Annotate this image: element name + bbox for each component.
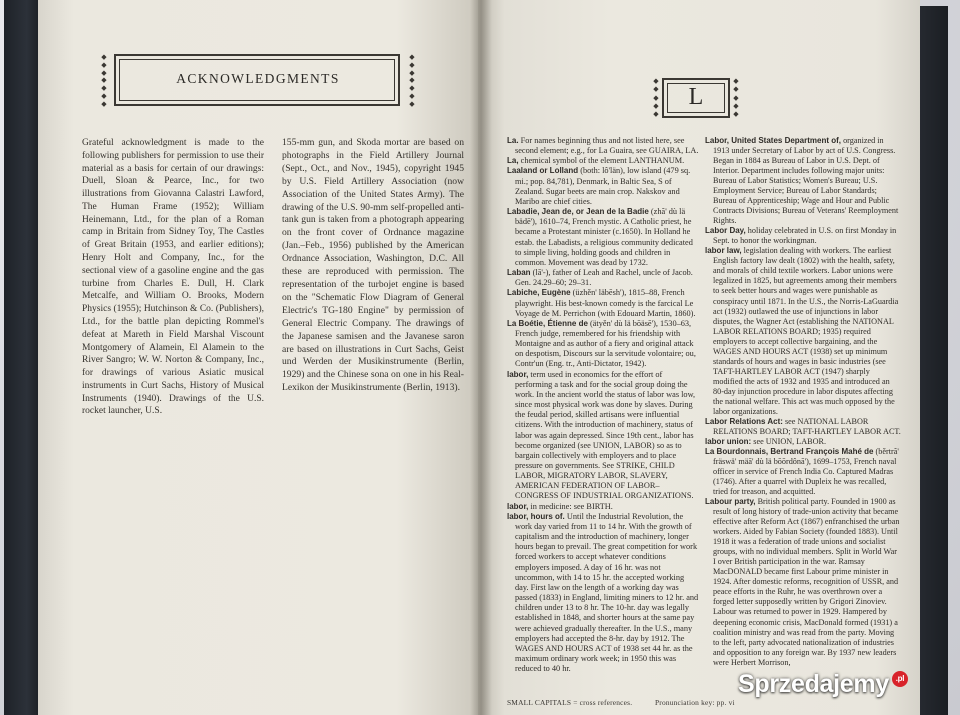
entry-text: (ätyěn' dù lä bōäsē'), 1530–63, French judge, remembered for his friendship with Montaigne and as author of a fiery and original attack on despotism, Discours sur la servitude volontaire; ou, Contr'un (Eng. tr., Anti-Dictator, 1942). [515,318,696,369]
book-cover-left [4,0,42,715]
acknowledgments-heading-box [96,52,420,110]
entry-headword: La. [507,136,519,145]
watermark-logo [738,665,908,703]
diamond-ornament-icon: ◆ ◆ ◆ ◆ ◆ ◆ ◆ [409,53,415,108]
acknowledgments-text: 155-mm gun, and Skoda mortar are based on photographs in the Field Artillery Journal (Sept., Oct., and Nov., 1945), copyright 1945 by U.S. Field Artillery Association (now Association of the United States Army). The drawing of the U.S. 90-mm self-propelled anti-tank gun is taken from a photograph appearing on the front cover of Ordnance magazine (Jan.–Feb., 1956) published by the American Ordnance Association, Washington, D.C. All these are reproduced with permission. The representation of the turbojet engine is based on the "Schematic Flow Diagram of General Electric's TG-180 Engine" by permission of General Electric Company. The drawings of the Japanese samisen and the Javanese saron are based on illustrations in Curt Sachs, Geist und Werden der Musikinstrumente (Berlin, 1929) and the Chinese sona on one in his Real-Lexikon der Musikinstrumente (Berlin, 1913). [282,137,464,394]
watermark-badge: .pl [892,671,908,687]
dictionary-entry [507,502,699,512]
entry-text: legislation dealing with workers. The earliest English factory law dealt (1802) with the health, safety, and morals of child textile workers. Labor unions were legalized in 1825, but agreements among their members to seek better hours and wages were punishable as conspiracy until 1871. In the U.S., the Norris-LaGuardia act (1932) outlawed the use of injunctions in labor disputes, the Wagner Act (establishing the NATIONAL LABOR RELATIONS BOARD; 1935) required employers to accept collective bargaining, and the WAGES AND HOURS ACT (1938) set up minimum standards of hours and wages in basic industries (see TAFT-HARTLEY LABOR ACT (1947) sharply modified the acts of 1932 and 1935 and introduced an 80-day injunction procedure in labor disputes affecting the national welfare. This act was much opposed by the labor organizations. [713,246,899,416]
dictionary-entry [507,156,699,166]
entry-text: (běrtrã' fräswä' mäā' dù lä bōōrdônā'), 1699–1753, French naval officer in service of French India Co. Captured Madras (1746). After a quarrel with Dupleix he was recalled, tried for treason, and acquitted. [713,446,899,497]
acknowledgments-column-1 [82,137,264,418]
section-letter: L [688,84,704,110]
entry-text: (zhã' dù lä bädē'), 1610–74, French mystic. A Catholic priest, he became a Protestant minister (c.1650). In Holland he estab. the Labadists, a religious community dedicated to simple living, holding goods and children in common. Movement was dead by 1732. [515,207,693,267]
dictionary-entry [507,207,699,268]
entry-headword: La, [507,156,519,166]
dictionary-entry [705,246,901,417]
entry-text: Until the Industrial Revolution, the work day varied from 11 to 14 hr. With the growth of capitalism and the introduction of machinery, longer hours began to prevail. The great competition for work forced workers to accept whatever conditions employers imposed. A day of 16 hr. was not uncommon, with 14 to 15 hr. the accepted working day. First law on the length of a working day was passed (1833) in England, limiting miners to 12 hr. and children under 13 to 8 hr. The 10-hr. day was legally established in 1848, and shorter hours at the same pay were achieved gradually thereafter. In the U.S., many employers had accepted the 8-hr. day by 1912. The WAGES AND HOURS ACT of 1938 set 44 hr. as the maximum ordinary work week; in 1950 this was reduced to 40 hr. [515,511,699,674]
entry-text: in medicine: see BIRTH. [530,501,613,511]
dictionary-entry [507,166,699,207]
dictionary-column-2 [705,136,901,668]
entry-headword: Labor Relations Act: [705,416,783,426]
section-letter-box [648,78,744,118]
dictionary-entry [507,512,699,675]
entry-headword: Laaland or Lolland [507,166,579,176]
dictionary-column-1 [507,136,699,674]
dictionary-entry [705,497,901,668]
diamond-ornament-icon: ◆ ◆ ◆ ◆ ◆ ◆ ◆ [101,53,107,108]
diamond-ornament-icon: ◆ ◆ ◆ ◆ ◆ [653,77,659,118]
dictionary-entry [507,268,699,288]
entry-text: holiday celebrated in U.S. on first Monday in Sept. to honor the workingman. [713,226,897,246]
entry-text: (both: lô'län), low island (479 sq. mi.; pop. 84,781), Denmark, in Baltic Sea, S of Zealand. Sugar beets are main crop. Nakskov and Maribo are chief cities. [515,166,691,206]
acknowledgments-text: Grateful acknowledgment is made to the following publishers for permission to use their material as a basis for certain of our drawings: Duell, Sloan & Pearce, Inc., for two illustrations from Giovanna Calastri Lawford, The Human Frame (1952); William Heinemann, Ltd., for the plan of a Roman camp in Britain from Sidney Toy, The Castles of Great Britain (1953, and earlier editions); Henry Holt and Company, Inc., for the sectional view of a gasoline engine and the gas turbine from Charles E. Dull, H. Clark Metcalfe, and William O. Brooks, Modern Physics (1955); Hutchinson & Co. (Publishers), Ltd., for the battle plan depicting Rommel's defeat at Mareth in Field Marshal Viscount Montgomery of Alamein, El Alamein to the River Sangro; W. W. Norton & Company, Inc., for drawings of various Asiatic musical instruments in Curt Sachs, History of Musical Instruments (1940). Drawings of the U.S. rocket launcher, U.S. [82,138,264,417]
dictionary-entry [705,417,901,437]
dictionary-entry [705,136,901,226]
entry-headword: Labadie, Jean de, or Jean de la Badie [507,207,649,217]
dictionary-entry [705,226,901,246]
dictionary-entry [705,437,901,447]
entry-text: term used in economics for the effort of performing a task and for the social group doing the work. In the ancient world the status of labor was low, since most physical work was done by slaves. During the feudal period, skilled artisans were influential citizens. With the introduction of machinery, status of labor was again depressed. Since 19th cent., labor has become organized (see UNION, LABOR) so as to bargain collectively with employers and to place pressure on governments. See STRIKE, CHILD LABOR, MIGRATORY LABOR, SLAVERY, AMERICAN FEDERATION OF LABOR–CONGRESS OF INDUSTRIAL ORGANIZATIONS. [515,369,696,501]
entry-headword: La Bourdonnais, Bertrand François Mahé de [705,446,874,456]
entry-headword: Labor, United States Department of, [705,136,842,145]
book-gutter [470,0,492,715]
entry-text: see NATIONAL LABOR RELATIONS BOARD; TAFT-HARTLEY LABOR ACT. [713,416,901,436]
entry-text: chemical symbol of the element LANTHANUM. [520,156,685,166]
entry-text: (üzhěn' läbēsh'), 1815–88, French playwright. His best-known comedy is the farcical Le Voyage de M. Perrichon (with Edouard Martin, 1860). [515,288,696,318]
footer-legend: SMALL CAPITALS = cross references. [507,698,633,707]
entry-text: see UNION, LABOR. [753,436,827,446]
entry-headword: Laban [507,268,531,278]
dictionary-entry [507,370,699,502]
entry-text: (lā'-), father of Leah and Rachel, uncle of Jacob. Gen. 24.29–60; 29–31. [515,268,693,288]
entry-headword: La Boétie, Étienne de [507,318,588,328]
entry-text: For names beginning thus and not listed here, see second element; e.g., for La Guaira, see GUAIRA, LA. [515,136,699,156]
entry-headword: Labor Day, [705,226,746,236]
dictionary-entry [507,319,699,370]
entry-headword: labor, hours of. [507,511,565,521]
dictionary-entry [705,447,901,497]
entry-headword: labor law, [705,246,742,256]
page-title: ACKNOWLEDGMENTS [176,71,340,86]
entry-text: British political party. Founded in 1900 as result of long history of trade-union activity that became effective after Reform Act (1867) enfranchised the urban workers. Aided by Fabian Society (founded 1883). Until 1918 it was a federation of trade unions and socialist groups, with no individual members. Split in World War I over British participation in the war. Ramsay MacDONALD became first Labour prime minister in 1924. After domestic reforms, recognition of USSR, and peace efforts in the Ruhr, he was overthrown over a forged letter supposedly written by Grigori Zinoviev. Labour was returned to power in 1929. Hampered by deepening economic crisis, MacDonald formed (1931) a coalition ministry and was read from the party. Moving to the left, party advocated nationalization of industries and opposition to any foreign war. By 1937 new leaders were Herbert Morrison, [713,497,900,667]
dictionary-entry [507,136,699,156]
footer-pronunciation-key: Pronunciation key: pp. vi [655,698,735,707]
dictionary-entry [507,288,699,318]
entry-headword: labor union: [705,436,752,446]
diamond-ornament-icon: ◆ ◆ ◆ ◆ ◆ [733,77,739,118]
entry-headword: labor, [507,369,529,379]
acknowledgments-column-2 [282,137,464,395]
entry-text: organized in 1913 under Secretary of Labor by act of U.S. Congress. Began in 1884 as Bureau of Labor in U.S. Dept. of Interior. Department includes following major units: Bureau of Labor Statistics; Women's Bureau; U.S. Employment Service; Bureau of Labor Standards; Bureau of Apprenticeship; Wage and Hour and Public Contracts Divisions; Bureau of Veterans' Reemployment Rights. [713,136,899,226]
entry-headword: Labour party, [705,497,756,507]
entry-headword: Labiche, Eugène [507,288,571,298]
watermark-text: Sprzedajemy [738,669,889,698]
entry-headword: labor, [507,501,529,511]
